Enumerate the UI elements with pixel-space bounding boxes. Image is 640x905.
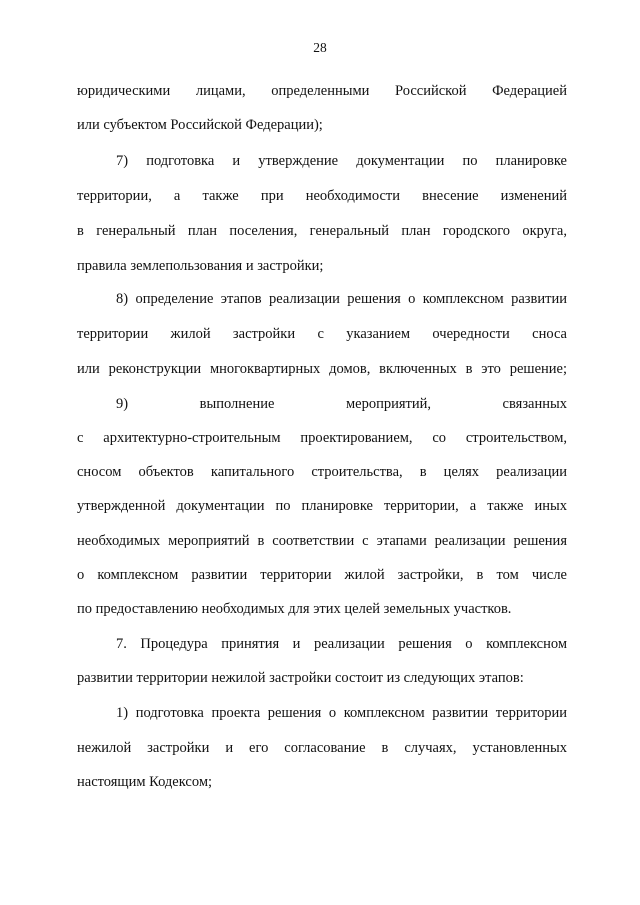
text-line: территории жилой застройки с указанием очередности сноса bbox=[77, 326, 567, 342]
text-line: или субъектом Российской Федерации); bbox=[77, 117, 323, 133]
text-line: 9) выполнение мероприятий, связанных bbox=[116, 396, 567, 412]
text-line: 7. Процедура принятия и реализации решения о комплексном bbox=[116, 636, 567, 652]
text-line: нежилой застройки и его согласование в случаях, установленных bbox=[77, 740, 567, 756]
text-line: юридическими лицами, определенными Российской Федерацией bbox=[77, 83, 567, 99]
page-number: 28 bbox=[313, 40, 327, 55]
text-line: сносом объектов капитального строительства, в целях реализации bbox=[77, 464, 567, 480]
text-line: или реконструкции многоквартирных домов, включенных в это решение; bbox=[77, 361, 567, 377]
text-line: 8) определение этапов реализации решения о комплексном развитии bbox=[116, 291, 567, 307]
text-line: необходимых мероприятий в соответствии с этапами реализации решения bbox=[77, 533, 567, 549]
text-line: о комплексном развитии территории жилой застройки, в том числе bbox=[77, 567, 567, 583]
text-line: в генеральный план поселения, генеральный план городского округа, bbox=[77, 223, 567, 239]
text-line: по предоставлению необходимых для этих целей земельных участков. bbox=[77, 601, 512, 617]
text-line: с архитектурно-строительным проектированием, со строительством, bbox=[77, 430, 567, 446]
text-line: 1) подготовка проекта решения о комплексном развитии территории bbox=[116, 705, 567, 721]
text-line: территории, а также при необходимости внесение изменений bbox=[77, 188, 567, 204]
text-line: правила землепользования и застройки; bbox=[77, 258, 324, 274]
text-line: развитии территории нежилой застройки состоит из следующих этапов: bbox=[77, 670, 524, 686]
text-line: 7) подготовка и утверждение документации по планировке bbox=[116, 153, 567, 169]
text-line: настоящим Кодексом; bbox=[77, 774, 213, 790]
text-line: утвержденной документации по планировке территории, а также иных bbox=[77, 498, 567, 514]
